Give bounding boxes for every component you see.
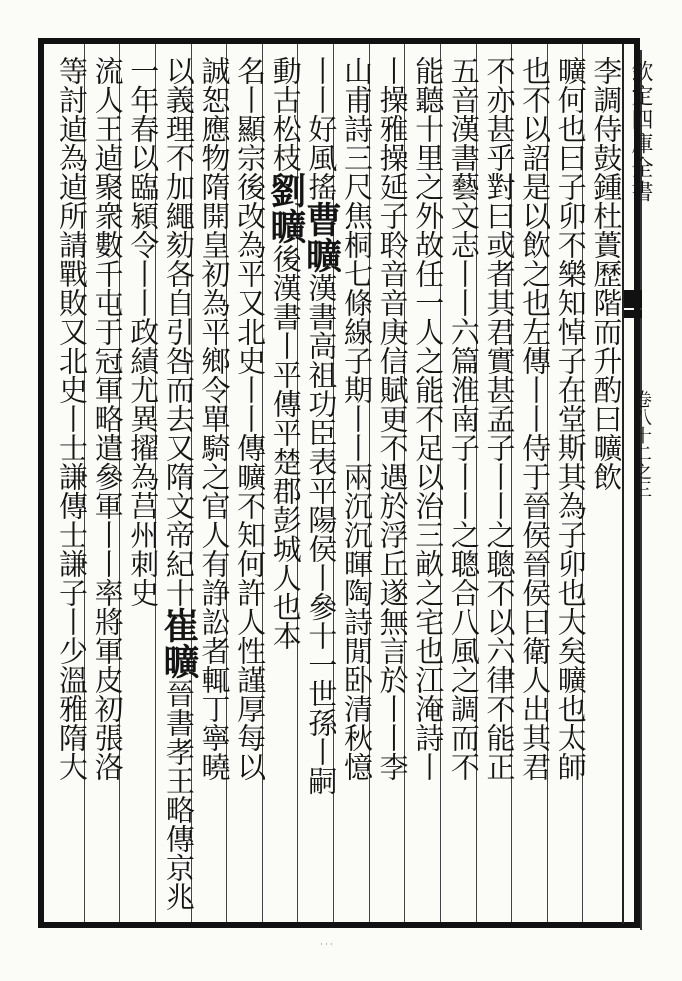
column-text: 一年春以臨潁令丨丨政績尤異擢為莒州刺史 [126, 56, 161, 607]
headword: 曹曠 [300, 201, 343, 273]
margin-book-title: 欽定四庫全書 [628, 60, 653, 204]
text-column [513, 56, 551, 916]
headword: 崔曠 [157, 607, 200, 679]
column-text: 曠何也曰子卯不樂知悼子在堂斯其為子卯也大矣曠也太師 [553, 56, 588, 781]
text-column [193, 56, 231, 916]
column-text: 流人王逌聚衆數千屯于冠軍略遣參軍丨丨率將軍皮初張洛 [90, 56, 125, 781]
text-column [121, 56, 159, 916]
column-text: 等討逌為逌所請戰敗又北史丨士謙傳士謙子丨少溫雅隋大 [55, 56, 89, 781]
column-text: 也不以詔是以飲之也左傳丨丨侍于晉侯晉侯曰衛人出其君 [518, 56, 553, 781]
text-column [228, 56, 266, 916]
column-text: 五音漢書藝文志丨丨六篇淮南子丨丨之聰合八風之調而不 [446, 56, 481, 781]
column-text: 漢書高祖功臣表平陽侯丨參十一世孫丨嗣 [304, 273, 339, 795]
text-column [157, 56, 200, 916]
column-text: 丨丨好風搖 [304, 56, 339, 201]
text-column [442, 56, 480, 916]
column-text: 不亦甚乎對曰或者其君實甚孟子丨丨之聰不以六律不能正 [482, 56, 517, 781]
text-column [584, 56, 622, 916]
text-column [264, 56, 307, 916]
column-text: 誠恕應物隋開皇初為平鄉令單騎之官人有諍訟者輒丁寧曉 [197, 56, 232, 781]
fishtail-mark-icon [624, 290, 642, 308]
column-text: 後漢書丨平傳平楚郡彭城人也本 [268, 244, 303, 650]
text-column [86, 56, 124, 916]
text-column [371, 56, 409, 916]
bottom-smudge: · · · [320, 940, 333, 949]
column-text: 晉書孝王略傳京兆 [161, 679, 196, 911]
text-column [549, 56, 587, 916]
fishtail-mark-lower-icon [624, 310, 642, 318]
headword: 劉曠 [264, 172, 307, 244]
column-text: 名丨顯宗後改為平又北史丨丨傳曠不知何許人性謹厚每以 [233, 56, 268, 781]
text-column [335, 56, 373, 916]
column-text: 丨操雅操延子聆音音庚信賦更不遇於浮丘遂無言於丨丨李 [375, 56, 410, 781]
text-column [50, 56, 88, 916]
text-column [478, 56, 516, 916]
column-text: 李調侍鼓鍾杜蕢歷階而升酌曰曠飲 [589, 56, 624, 491]
margin-volume-number: 卷八十二之三 [631, 390, 652, 498]
column-text: 山甫詩三尺焦桐七條線子期丨丨兩沉沉暉陶詩閒卧清秋憶 [340, 56, 374, 781]
text-column [406, 56, 444, 916]
column-text: 動古松枝 [268, 56, 303, 172]
column-text: 以義理不加繩劾各自引咎而去又隋文帝紀十 [161, 56, 196, 607]
column-text: 能聽十里之外故任一人之能不足以治三畝之宅也江淹詩丨 [411, 56, 446, 781]
